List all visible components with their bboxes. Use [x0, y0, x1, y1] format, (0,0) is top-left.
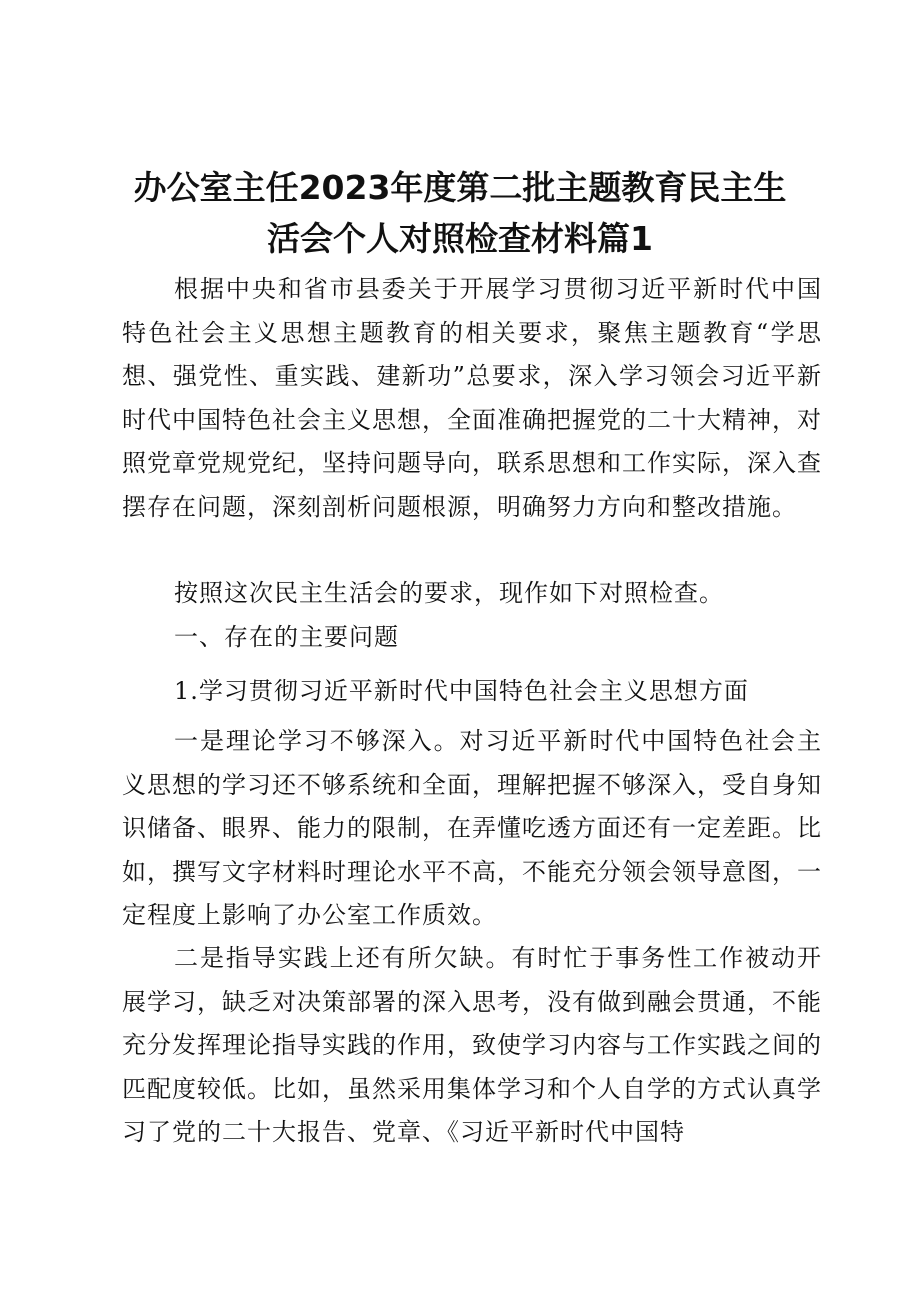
paragraph-statement: 按照这次民主生活会的要求，现作如下对照检查。: [174, 579, 724, 607]
section-heading: 一、存在的主要问题: [174, 623, 399, 651]
paragraph-point-1: 一是理论学习不够深入。对习近平新时代中国特色社会主义思想的学习还不够系统和全面，理解把握不够深入，受自身知识储备、眼界、能力的限制，在弄懂吃透方面还有一定差距。比如，撰写文字材料时理论水平不高，不能充分领会领导意图，一定程度上影响了办公室工作质效。: [122, 727, 822, 929]
paragraph-point-2: 二是指导实践上还有所欠缺。有时忙于事务性工作被动开展学习，缺乏对决策部署的深入思考，没有做到融会贯通，不能充分发挥理论指导实践的作用，致使学习内容与工作实践之间的匹配度较低。比如，虽然采用集体学习和个人自学的方式认真学习了党的二十大报告、党章、《习近平新时代中国特: [122, 944, 822, 1146]
paragraph-intro: 根据中央和省市县委关于开展学习贯彻习近平新时代中国特色社会主义思想主题教育的相关要求，聚焦主题教育“学思想、强党性、重实践、建新功”总要求，深入学习领会习近平新时代中国特色社会主义思想，全面准确把握党的二十大精神，对照党章党规党纪，坚持问题导向，联系思想和工作实际，深入查摆存在问题，深刻剖析问题根源，明确努力方向和整改措施。: [122, 275, 822, 521]
subsection-heading: 1.学习贯彻习近平新时代中国特色社会主义思想方面: [174, 677, 749, 705]
document-title-line-1: 办公室主任2023年度第二批主题教育民主生: [133, 168, 787, 207]
document-title-line-2: 活会个人对照检查材料篇1: [267, 219, 653, 258]
